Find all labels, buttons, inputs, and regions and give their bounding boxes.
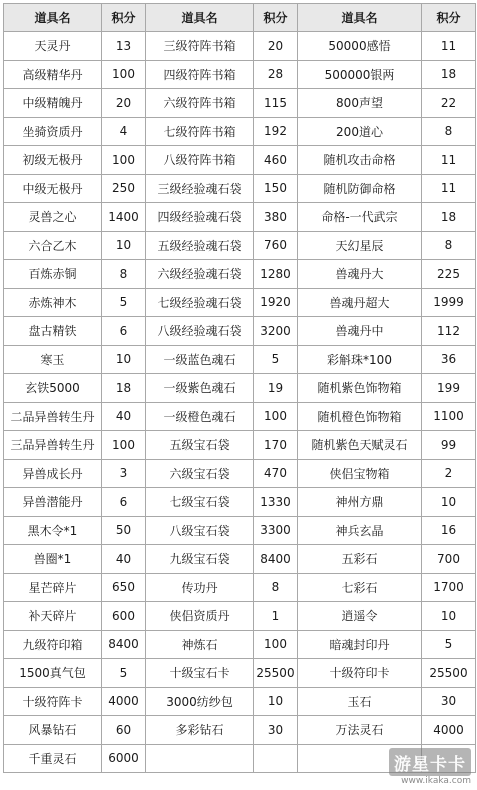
item-name-cell: 六级经验魂石袋 [146, 260, 254, 289]
item-name-cell: 黑木令*1 [4, 516, 102, 545]
points-cell: 40 [102, 545, 146, 574]
item-name-cell: 三级经验魂石袋 [146, 174, 254, 203]
item-name-cell: 赤炼神木 [4, 288, 102, 317]
item-name-cell: 3000纺纱包 [146, 687, 254, 716]
points-cell: 3200 [254, 317, 298, 346]
item-name-cell: 千重灵石 [4, 744, 102, 773]
item-name-cell: 盘古精铁 [4, 317, 102, 346]
points-cell: 1920 [254, 288, 298, 317]
points-cell: 460 [254, 146, 298, 175]
item-name-cell: 玄铁5000 [4, 374, 102, 403]
points-cell: 50 [102, 516, 146, 545]
table-row [4, 32, 476, 61]
item-name-cell: 神兵玄晶 [298, 516, 422, 545]
item-name-cell: 三品异兽转生丹 [4, 431, 102, 460]
item-name-cell: 八级经验魂石袋 [146, 317, 254, 346]
item-name-cell: 九级符印箱 [4, 630, 102, 659]
item-name-cell: 兽魂丹大 [298, 260, 422, 289]
item-name-cell: 中级精魄丹 [4, 89, 102, 118]
points-cell: 11 [422, 146, 476, 175]
header-item-name-col3: 道具名 [298, 4, 422, 32]
item-name-cell: 六级宝石袋 [146, 459, 254, 488]
item-name-cell: 800声望 [298, 89, 422, 118]
points-table [3, 3, 476, 773]
item-name-cell: 十级宝石卡 [146, 659, 254, 688]
item-name-cell: 随机攻击命格 [298, 146, 422, 175]
header-points-col2: 积分 [254, 4, 298, 32]
table-row [4, 431, 476, 460]
points-cell: 199 [422, 374, 476, 403]
points-cell: 8 [422, 117, 476, 146]
points-cell: 5 [254, 345, 298, 374]
item-name-cell: 灵兽之心 [4, 203, 102, 232]
points-cell: 6 [102, 488, 146, 517]
watermark-url: www.ikaka.com [401, 776, 471, 786]
item-name-cell: 随机防御命格 [298, 174, 422, 203]
points-cell: 10 [102, 345, 146, 374]
header-item-name-col2: 道具名 [146, 4, 254, 32]
item-name-cell: 五彩石 [298, 545, 422, 574]
item-name-cell: 三级符阵书箱 [146, 32, 254, 61]
item-name-cell: 二品异兽转生丹 [4, 402, 102, 431]
item-name-cell: 侠侣资质丹 [146, 602, 254, 631]
item-name-cell: 七级宝石袋 [146, 488, 254, 517]
item-name-cell [298, 744, 422, 773]
points-cell: 19 [254, 374, 298, 403]
item-name-cell: 十级符印卡 [298, 659, 422, 688]
item-name-cell: 中级无极丹 [4, 174, 102, 203]
item-name-cell: 四级经验魂石袋 [146, 203, 254, 232]
points-cell: 225 [422, 260, 476, 289]
points-cell: 6 [102, 317, 146, 346]
item-name-cell: 异兽潜能丹 [4, 488, 102, 517]
header-points-col3: 积分 [422, 4, 476, 32]
item-name-cell: 兽魂丹超大 [298, 288, 422, 317]
item-name-cell: 50000感悟 [298, 32, 422, 61]
points-cell: 10 [254, 687, 298, 716]
item-name-cell: 风暴钻石 [4, 716, 102, 745]
item-name-cell: 五级经验魂石袋 [146, 231, 254, 260]
item-name-cell: 七彩石 [298, 573, 422, 602]
points-cell: 4000 [422, 716, 476, 745]
points-cell: 99 [422, 431, 476, 460]
points-cell: 10 [422, 602, 476, 631]
points-cell: 20 [102, 89, 146, 118]
item-name-cell: 天幻星辰 [298, 231, 422, 260]
points-cell [422, 744, 476, 773]
item-name-cell: 天灵丹 [4, 32, 102, 61]
points-cell: 1330 [254, 488, 298, 517]
points-cell: 11 [422, 174, 476, 203]
points-cell: 5 [422, 630, 476, 659]
header-points-col1: 积分 [102, 4, 146, 32]
points-cell: 30 [254, 716, 298, 745]
points-cell: 10 [422, 488, 476, 517]
points-cell: 18 [422, 60, 476, 89]
points-cell: 8400 [254, 545, 298, 574]
points-cell: 30 [422, 687, 476, 716]
table-row [4, 288, 476, 317]
points-cell: 760 [254, 231, 298, 260]
item-name-cell: 八级符阵书箱 [146, 146, 254, 175]
table-row [4, 317, 476, 346]
points-cell: 700 [422, 545, 476, 574]
points-cell: 18 [422, 203, 476, 232]
points-cell: 8400 [102, 630, 146, 659]
points-cell [254, 744, 298, 773]
table-row [4, 146, 476, 175]
points-cell: 170 [254, 431, 298, 460]
points-cell: 100 [102, 60, 146, 89]
item-name-cell: 随机橙色饰物箱 [298, 402, 422, 431]
points-cell: 150 [254, 174, 298, 203]
item-name-cell: 传功丹 [146, 573, 254, 602]
table-row [4, 231, 476, 260]
item-name-cell: 六合乙木 [4, 231, 102, 260]
item-name-cell: 随机紫色饰物箱 [298, 374, 422, 403]
item-name-cell: 星芒碎片 [4, 573, 102, 602]
points-cell: 28 [254, 60, 298, 89]
table-row [4, 687, 476, 716]
table-row [4, 573, 476, 602]
points-cell: 112 [422, 317, 476, 346]
item-name-cell: 神州方鼎 [298, 488, 422, 517]
table-row [4, 402, 476, 431]
points-cell: 8 [422, 231, 476, 260]
item-name-cell: 八级宝石袋 [146, 516, 254, 545]
table-body [4, 32, 476, 773]
points-table-container [3, 3, 476, 773]
points-cell: 192 [254, 117, 298, 146]
points-cell: 1100 [422, 402, 476, 431]
points-cell: 380 [254, 203, 298, 232]
points-cell: 20 [254, 32, 298, 61]
item-name-cell: 多彩钻石 [146, 716, 254, 745]
item-name-cell [146, 744, 254, 773]
table-row [4, 716, 476, 745]
points-cell: 1280 [254, 260, 298, 289]
table-row [4, 602, 476, 631]
item-name-cell: 暗魂封印丹 [298, 630, 422, 659]
points-cell: 6000 [102, 744, 146, 773]
item-name-cell: 500000银两 [298, 60, 422, 89]
points-cell: 60 [102, 716, 146, 745]
points-cell: 3 [102, 459, 146, 488]
item-name-cell: 兽圈*1 [4, 545, 102, 574]
points-cell: 4 [102, 117, 146, 146]
points-cell: 22 [422, 89, 476, 118]
points-cell: 100 [102, 146, 146, 175]
points-cell: 11 [422, 32, 476, 61]
points-cell: 3300 [254, 516, 298, 545]
item-name-cell: 200道心 [298, 117, 422, 146]
item-name-cell: 随机紫色天赋灵石 [298, 431, 422, 460]
watermark-brand: 游星卡卡 [394, 755, 466, 775]
table-row [4, 630, 476, 659]
item-name-cell: 一级橙色魂石 [146, 402, 254, 431]
item-name-cell: 七级经验魂石袋 [146, 288, 254, 317]
table-row [4, 260, 476, 289]
points-cell: 16 [422, 516, 476, 545]
points-cell: 1 [254, 602, 298, 631]
points-cell: 1700 [422, 573, 476, 602]
header-item-name-col1: 道具名 [4, 4, 102, 32]
points-cell: 5 [102, 288, 146, 317]
points-cell: 13 [102, 32, 146, 61]
item-name-cell: 十级符阵卡 [4, 687, 102, 716]
points-cell: 100 [254, 630, 298, 659]
table-row [4, 60, 476, 89]
points-cell: 25500 [422, 659, 476, 688]
item-name-cell: 六级符阵书箱 [146, 89, 254, 118]
points-cell: 650 [102, 573, 146, 602]
points-cell: 2 [422, 459, 476, 488]
item-name-cell: 命格-一代武宗 [298, 203, 422, 232]
table-row [4, 117, 476, 146]
points-cell: 4000 [102, 687, 146, 716]
points-cell: 8 [102, 260, 146, 289]
item-name-cell: 高级精华丹 [4, 60, 102, 89]
item-name-cell: 一级紫色魂石 [146, 374, 254, 403]
points-cell: 18 [102, 374, 146, 403]
item-name-cell: 彩斛珠*100 [298, 345, 422, 374]
points-cell: 10 [102, 231, 146, 260]
table-row [4, 545, 476, 574]
points-cell: 250 [102, 174, 146, 203]
item-name-cell: 七级符阵书箱 [146, 117, 254, 146]
item-name-cell: 寒玉 [4, 345, 102, 374]
table-row [4, 374, 476, 403]
item-name-cell: 一级蓝色魂石 [146, 345, 254, 374]
points-cell: 5 [102, 659, 146, 688]
item-name-cell: 万法灵石 [298, 716, 422, 745]
points-cell: 1999 [422, 288, 476, 317]
table-row [4, 516, 476, 545]
points-cell: 40 [102, 402, 146, 431]
table-row [4, 744, 476, 773]
points-cell: 115 [254, 89, 298, 118]
item-name-cell: 侠侣宝物箱 [298, 459, 422, 488]
item-name-cell: 异兽成长丹 [4, 459, 102, 488]
item-name-cell: 1500真气包 [4, 659, 102, 688]
header-row [4, 4, 476, 32]
table-row [4, 89, 476, 118]
table-row [4, 203, 476, 232]
item-name-cell: 四级符阵书箱 [146, 60, 254, 89]
points-cell: 8 [254, 573, 298, 602]
points-cell: 25500 [254, 659, 298, 688]
item-name-cell: 玉石 [298, 687, 422, 716]
table-row [4, 659, 476, 688]
points-cell: 36 [422, 345, 476, 374]
table-row [4, 174, 476, 203]
item-name-cell: 逍遥令 [298, 602, 422, 631]
points-cell: 100 [254, 402, 298, 431]
table-row [4, 459, 476, 488]
item-name-cell: 坐骑资质丹 [4, 117, 102, 146]
item-name-cell: 兽魂丹中 [298, 317, 422, 346]
item-name-cell: 九级宝石袋 [146, 545, 254, 574]
item-name-cell: 百炼赤铜 [4, 260, 102, 289]
points-cell: 470 [254, 459, 298, 488]
points-cell: 1400 [102, 203, 146, 232]
item-name-cell: 神炼石 [146, 630, 254, 659]
table-row [4, 345, 476, 374]
points-cell: 600 [102, 602, 146, 631]
item-name-cell: 初级无极丹 [4, 146, 102, 175]
table-row [4, 488, 476, 517]
points-cell: 100 [102, 431, 146, 460]
item-name-cell: 补天碎片 [4, 602, 102, 631]
item-name-cell: 五级宝石袋 [146, 431, 254, 460]
